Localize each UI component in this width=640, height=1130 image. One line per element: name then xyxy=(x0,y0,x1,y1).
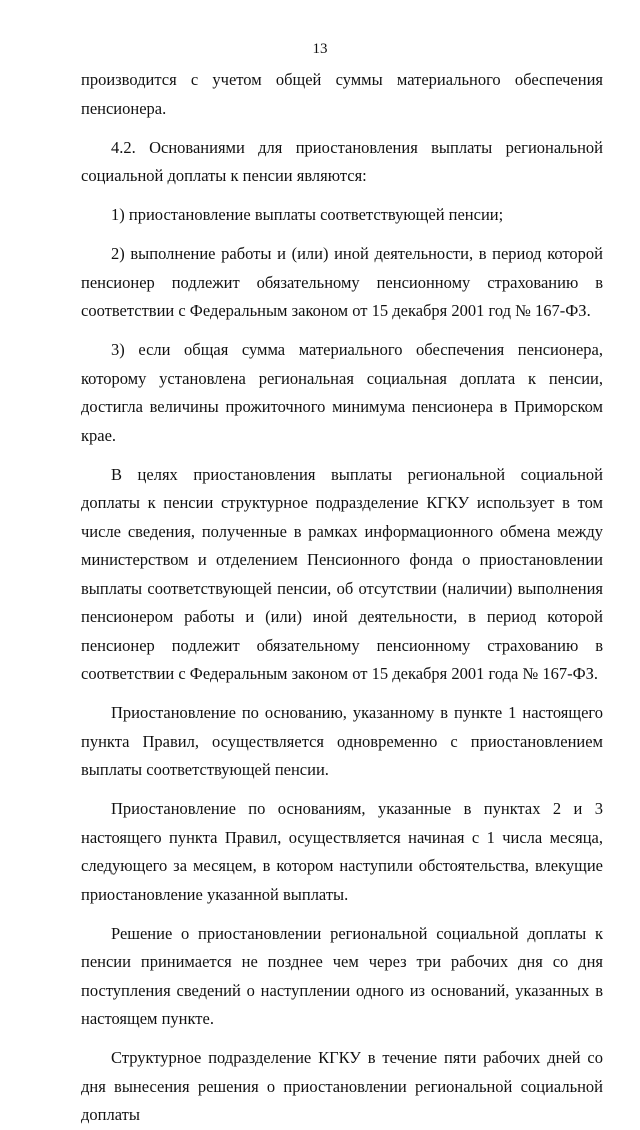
paragraph-item-2: 2) выполнение работы и (или) иной деятельности, в период которой пенсионер подлежит обязательному пенсионному страхованию в соответствии с Федеральным законом от 15 декабря 2001 год № 167-ФЗ. xyxy=(81,244,603,320)
paragraph-item-1: 1) приостановление выплаты соответствующей пенсии; xyxy=(111,205,504,224)
paragraph-notification: Структурное подразделение КГКУ в течение пяти рабочих дней со дня вынесения решения о приостановлении региональной социальной доплаты xyxy=(81,1048,603,1124)
page-number: 13 xyxy=(312,41,328,57)
paragraph-suspension-basis-1: Приостановление по основанию, указанному в пункте 1 настоящего пункта Правил, осуществляется одновременно с приостановлением выплаты соответствующей пенсии. xyxy=(81,703,603,779)
paragraph-continuation: производится с учетом общей суммы материального обеспечения пенсионера. xyxy=(81,70,603,118)
paragraph-information-exchange: В целях приостановления выплаты региональной социальной доплаты к пенсии структурное подразделение КГКУ использует в том числе сведения, полученные в рамках информационного обмена между министерством и отделением Пенсионного фонда о приостановлении выплаты соответствующей пенсии, об отсутствии (наличии) выполнения пенсионером работы и (или) иной деятельности, в период которой пенсионер подлежит обязательному пенсионному страхованию в соответствии с Федеральным законом от 15 декабря 2001 года № 167-ФЗ. xyxy=(81,464,603,683)
paragraph-item-3: 3) если общая сумма материального обеспечения пенсионера, которому установлена региональная социальная доплата к пенсии, достигла величины прожиточного минимума пенсионера в Приморском крае. xyxy=(81,340,603,445)
document-body xyxy=(81,66,603,1130)
paragraph-suspension-basis-2-3: Приостановление по основаниям, указанные в пунктах 2 и 3 настоящего пункта Правил, осуществляется начиная с 1 числа месяца, следующего за месяцем, в котором наступили обстоятельства, влекущие приостановление указанной выплаты. xyxy=(81,799,603,904)
paragraph-decision-deadline: Решение о приостановлении региональной социальной доплаты к пенсии принимается не позднее чем через три рабочих дня со дня поступления сведений о наступлении одного из оснований, указанных в настоящем пункте. xyxy=(81,923,603,1028)
paragraph-4-2: 4.2. Основаниями для приостановления выплаты региональной социальной доплаты к пенсии являются: xyxy=(81,137,603,185)
